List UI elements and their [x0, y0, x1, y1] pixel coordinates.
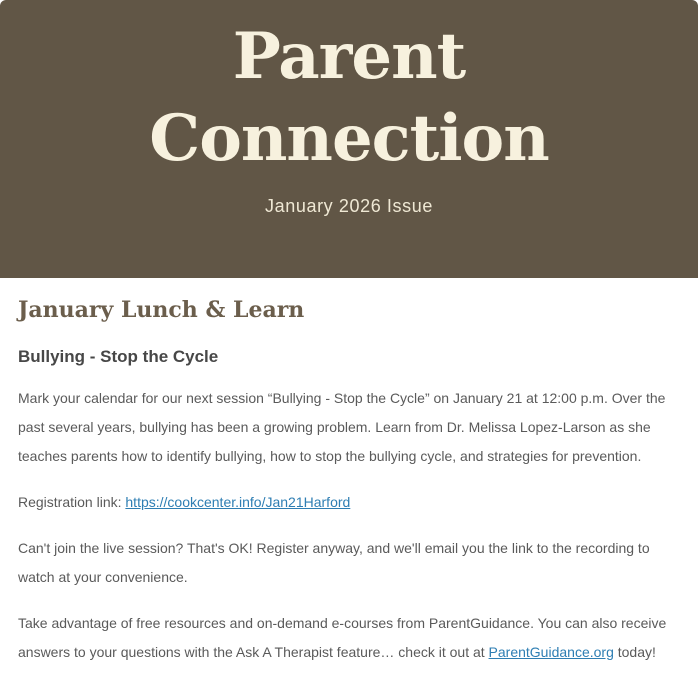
header-banner: [0, 0, 698, 278]
newsletter-body: [0, 295, 698, 667]
newsletter-subtitle: January 2026 Issue: [265, 196, 433, 216]
registration-line: [18, 488, 680, 517]
section-title: January Lunch & Learn: [18, 297, 305, 323]
resources-text-before-link: Take advantage of free resources and on-demand e-courses from ParentGuidance. You can also receive answers to your questions with the Ask A Therapist feature… check it out at: [18, 615, 667, 660]
parentguidance-link[interactable]: ParentGuidance.org: [488, 644, 614, 660]
recording-paragraph: Can't join the live session? That's OK! Register anyway, and we'll email you the link to the recording to watch at your convenience.: [18, 540, 650, 585]
article-title: Bullying - Stop the Cycle: [18, 347, 219, 366]
intro-paragraph: Mark your calendar for our next session “Bullying - Stop the Cycle” on January 21 at 12:00 p.m. Over the past several years, bullying has been a growing problem. Learn from Dr. Melissa Lopez-Larson as she teaches parents how to identify bullying, how to stop the bullying cycle, and strategies for prevention.: [18, 390, 666, 464]
newsletter-title: [0, 16, 698, 180]
newsletter-title-line2: Connection: [149, 101, 549, 176]
resources-text-after-link: today!: [613, 644, 656, 660]
registration-link[interactable]: https://cookcenter.info/Jan21Harford: [125, 494, 351, 510]
registration-label: Registration link:: [18, 494, 126, 510]
newsletter-title-line1: Parent: [232, 19, 466, 94]
resources-paragraph: [18, 609, 680, 667]
